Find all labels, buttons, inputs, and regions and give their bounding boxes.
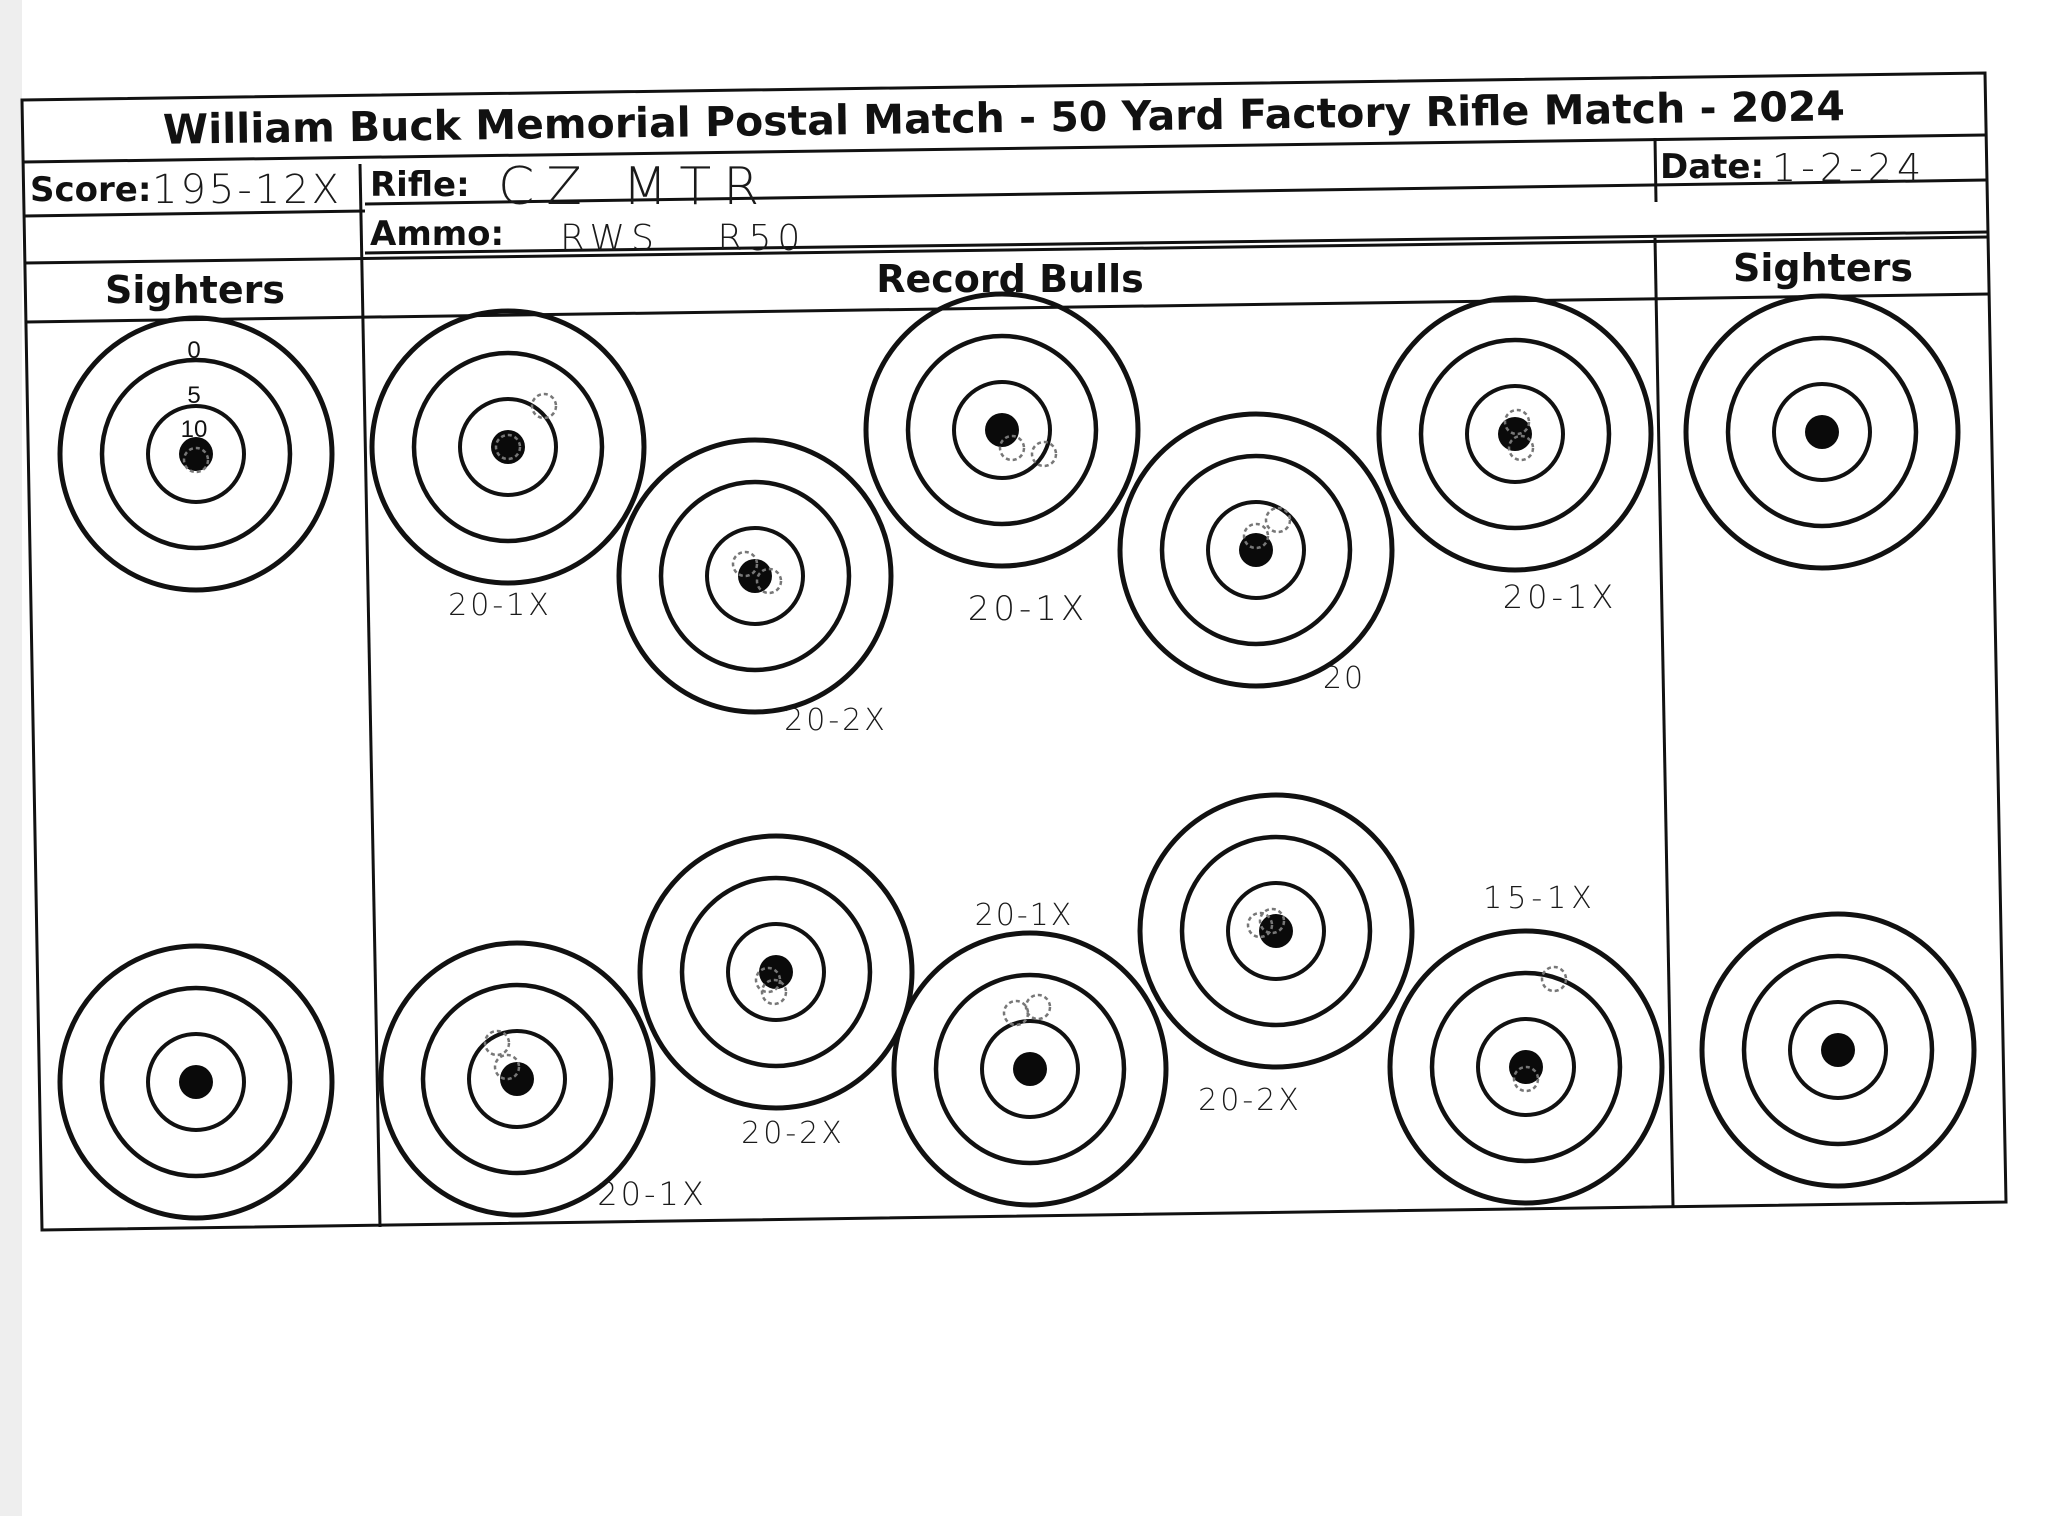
bullseye [500,1062,534,1096]
score-label: Score: [30,170,152,210]
shot-hole [1026,995,1050,1019]
ring-label-10: 10 [180,416,208,443]
bullseye [1805,415,1839,449]
record-score-5: 20-1X [1502,578,1618,616]
record-score-6: 20-1X [597,1175,707,1213]
record-score-8: 20-1X [974,898,1074,933]
record-bull-1 [372,311,644,583]
record-bull-7 [640,836,912,1108]
date-label: Date: [1660,147,1765,187]
scan-edge [0,0,22,1516]
right-sighters-heading: Sighters [1733,246,1913,290]
left-sighters-heading: Sighters [105,268,285,312]
sighter-target-bottom-left [60,946,332,1218]
ring-label-0: 0 [187,337,201,364]
bullseye [738,559,772,593]
rifle-label: Rifle: [370,165,470,205]
bullseye [1013,1052,1047,1086]
record-bull-3 [866,294,1138,566]
record-score-10: 15-1X [1483,881,1597,916]
shot-hole [1266,508,1290,532]
record-score-2: 20-2X [784,703,888,738]
record-score-7: 20-2X [741,1116,845,1151]
match-title: William Buck Memorial Postal Match - 50 Yard Factory Rifle Match - 2024 [162,82,1846,154]
date-value: 1-2-24 [1772,146,1927,190]
sighter-target-bottom-right [1702,914,1974,1186]
score-value: 195-12X [152,167,343,213]
ammo-value: RWS R50 [560,218,807,259]
record-bulls-heading: Record Bulls [876,257,1144,301]
form-grid [22,73,2006,1230]
sighter-target-top-right [1686,296,1958,568]
record-bull-4 [1120,414,1392,686]
record-score-3: 20-1X [967,589,1089,629]
record-score-9: 20-2X [1198,1083,1302,1118]
record-bull-5 [1379,298,1651,570]
ammo-label: Ammo: [370,214,505,254]
rifle-value: CZ MTR [498,157,772,217]
record-bull-8 [894,933,1166,1205]
bullseye [179,1065,213,1099]
bullseye [1498,417,1532,451]
ring-label-5: 5 [187,382,201,409]
record-bull-2 [619,440,891,712]
record-bull-9 [1140,795,1412,1067]
record-score-4: 20 [1322,661,1366,696]
bullseye [1821,1033,1855,1067]
targets-layer [60,294,1974,1218]
record-bull-10 [1390,931,1662,1203]
record-score-1: 20-1X [448,588,552,623]
